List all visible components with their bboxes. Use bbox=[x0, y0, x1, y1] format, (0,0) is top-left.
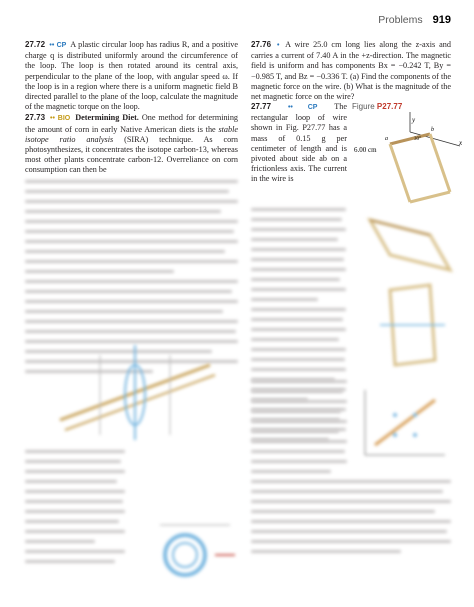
problem-text: (SIRA) technique. As corn photosynthesizes, it concentrates the isotope carbon-13, whereas most other plants concentrate carbon-12. Overreliance on corn consumption can then be bbox=[25, 134, 238, 175]
pivot-side-ab bbox=[390, 134, 430, 144]
difficulty-tag: •• BIO bbox=[50, 115, 71, 123]
problem-number: 27.76 bbox=[251, 40, 272, 49]
problem-text: The rectangular loop of wire shown in Fig. P27.77 has a mass of 0.15 g per centimeter of length and is pivoted about side ab on a frictionless axis. The current in the wire is bbox=[251, 102, 348, 184]
x-axis-label: x bbox=[459, 139, 463, 147]
problem-italic-text: stable isotope ratio analysis bbox=[25, 124, 238, 144]
dimension-label: 6.00 cm bbox=[354, 146, 377, 154]
blurred-right-drawing-3 bbox=[355, 385, 455, 465]
difficulty-tag: •• CP bbox=[287, 104, 318, 111]
blurred-right-drawing-2 bbox=[370, 280, 450, 375]
problem-27-77 bbox=[251, 102, 347, 185]
problem-27-73 bbox=[25, 113, 238, 175]
problem-number: 27.77 bbox=[251, 102, 272, 111]
figure-label bbox=[352, 102, 402, 111]
running-head: Problems bbox=[378, 14, 423, 26]
problem-title: Determining Diet. bbox=[75, 113, 139, 123]
problem-27-72 bbox=[25, 40, 238, 112]
blurred-figure-right-3 bbox=[355, 385, 455, 465]
point-b-label: b bbox=[431, 127, 434, 133]
figure-label-prefix: Figure bbox=[352, 102, 375, 111]
angle-label: 30° bbox=[414, 137, 421, 142]
loop-side-left bbox=[390, 144, 410, 202]
page-header bbox=[378, 14, 451, 26]
figure-p27-77 bbox=[352, 112, 467, 207]
right-column bbox=[251, 40, 451, 103]
blurred-coil-drawing bbox=[140, 505, 240, 595]
blurred-figure-right-1 bbox=[360, 215, 460, 275]
blurred-text-left-bottom bbox=[25, 450, 125, 570]
blurred-figure-left bbox=[40, 345, 230, 440]
difficulty-tag: •• CP bbox=[49, 42, 67, 49]
figure-label-number: P27.77 bbox=[376, 102, 403, 111]
page-number: 919 bbox=[432, 14, 451, 26]
problem-text: A plastic circular loop has radius R, and a positive charge q is distributed uniformly around the circumference of the loop. The loop is then rotated around its central axis, perpendicular to the plane of the loop, with angular speed ω. If the loop is in a region where there is a uniform magnetic field B directed parallel to the plane of the loop, calculate the magnitude of the magnetic torque on the loop. bbox=[25, 40, 238, 112]
blurred-figure-right-2 bbox=[370, 280, 450, 375]
problem-number: 27.72 bbox=[25, 40, 46, 49]
problem-number: 27.73 bbox=[25, 113, 46, 123]
problem-27-76 bbox=[251, 40, 451, 102]
y-axis-label: y bbox=[412, 116, 416, 124]
loop-side-bottom bbox=[410, 192, 450, 202]
problem-text: A wire 25.0 cm long lies along the z-axis and carries a current of 7.40 A in the +z-direction. The magnetic field is uniform and has components Bx = −0.242 T, By = −0.985 T, and Bz = −0.336 T. (a) Find the components of the magnetic force on the wire. (b) What is the magnitude of the net magnetic force on the wire? bbox=[251, 40, 451, 102]
blurred-figure-coil bbox=[140, 505, 240, 595]
problem-text: One method for determining the amount of corn in early Native American diets is the bbox=[25, 113, 239, 134]
left-column bbox=[25, 40, 238, 177]
figure-p27-77-drawing bbox=[352, 112, 467, 207]
blurred-right-drawing-1 bbox=[360, 215, 460, 275]
blurred-figure-drawing bbox=[40, 345, 230, 440]
difficulty-tag: • bbox=[277, 42, 280, 49]
point-a-label: a bbox=[385, 136, 388, 142]
